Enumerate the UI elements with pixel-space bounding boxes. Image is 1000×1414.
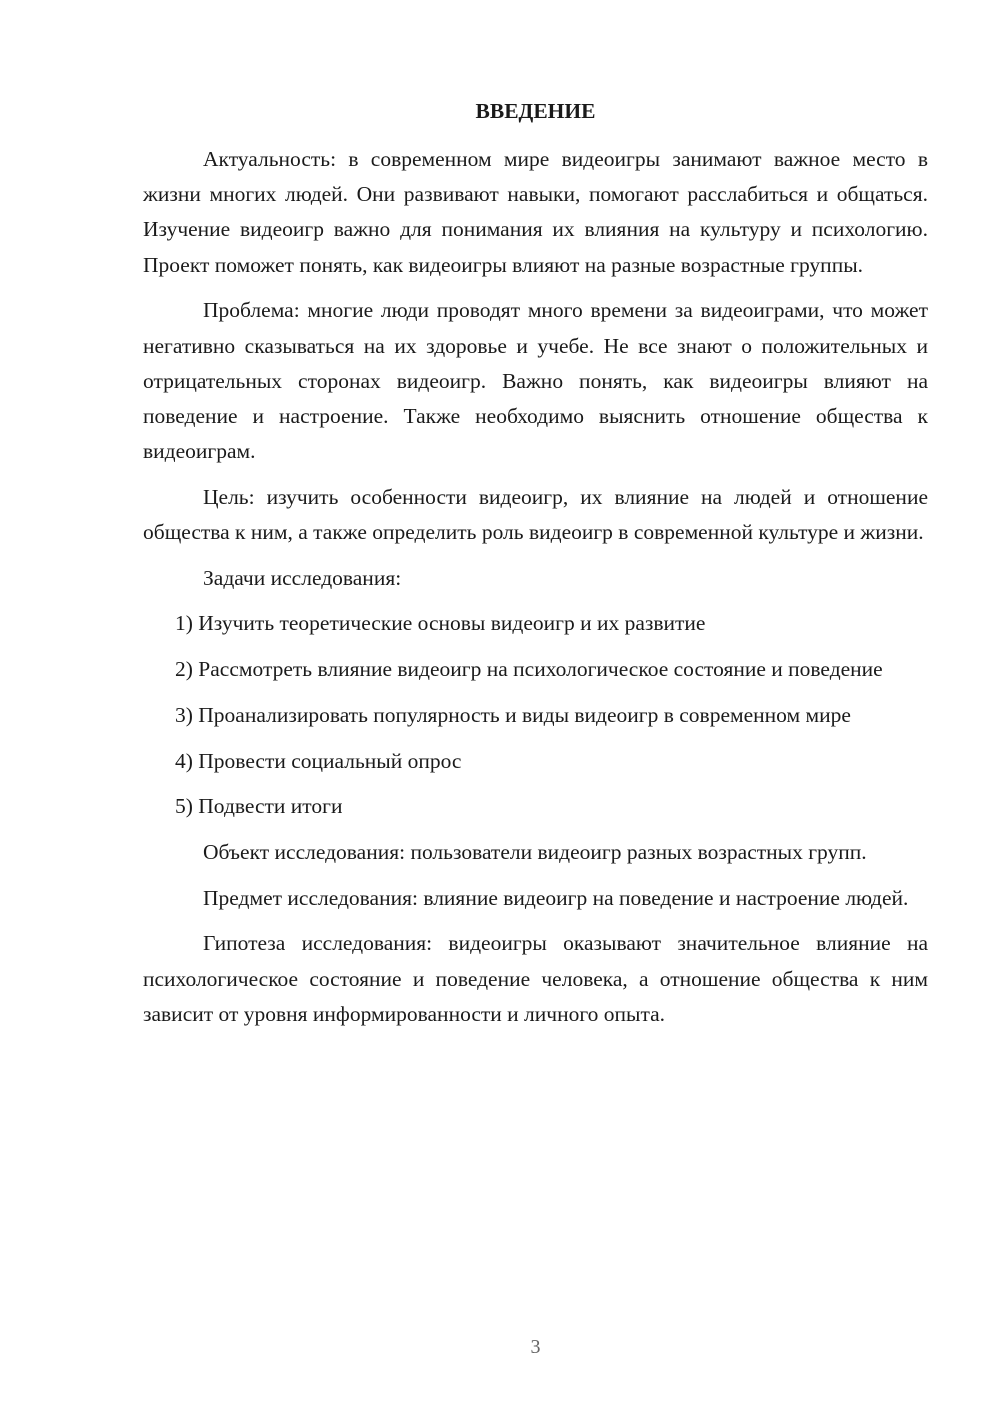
paragraph-relevance: Актуальность: в современном мире видеоигры занимают важное место в жизни многих людей. Они развивают навыки, помогают расслабиться и общаться. Изучение видеоигр важно для понимания их влияния на культуру и психологию. Проект поможет понять, как видеоигры влияют на разные возрастные группы. [143,147,928,277]
page-number: 3 [530,1336,541,1358]
task-item-1: 1) Изучить теоретические основы видеоигр и их развитие [175,611,706,636]
task-item-4: 4) Провести социальный опрос [175,748,462,773]
paragraph-subject: Предмет исследования: влияние видеоигр на поведение и настроение людей. [203,885,909,910]
task-item-2: 2) Рассмотреть влияние видеоигр на психологическое состояние и поведение [175,657,883,682]
document-page [143,0,928,1414]
paragraph-object: Объект исследования: пользователи видеоигр разных возрастных групп. [203,839,867,864]
task-item-3: 3) Проанализировать популярность и виды видеоигр в современном мире [175,702,851,727]
page-title: ВВЕДЕНИЕ [475,99,596,123]
task-item-5: 5) Подвести итоги [175,794,343,819]
paragraph-problem: Проблема: многие люди проводят много времени за видеоиграми, что может негативно сказываться на их здоровье и учебе. Не все знают о положительных и отрицательных сторонах видеоигр. Важно понять, как видеоигры влияют на поведение и настроение. Также необходимо выяснить отношение общества к видеоиграм. [143,298,928,464]
paragraph-hypothesis: Гипотеза исследования: видеоигры оказывают значительное влияние на психологическое состояние и поведение человека, а отношение общества к ним зависит от уровня информированности и личного опыта. [143,931,928,1026]
document-body [143,142,928,1042]
paragraph-goal: Цель: изучить особенности видеоигр, их влияние на людей и отношение общества к ним, а также определить роль видеоигр в современной культуре и жизни. [143,484,928,545]
paragraph-tasks-intro: Задачи исследования: [203,565,402,590]
